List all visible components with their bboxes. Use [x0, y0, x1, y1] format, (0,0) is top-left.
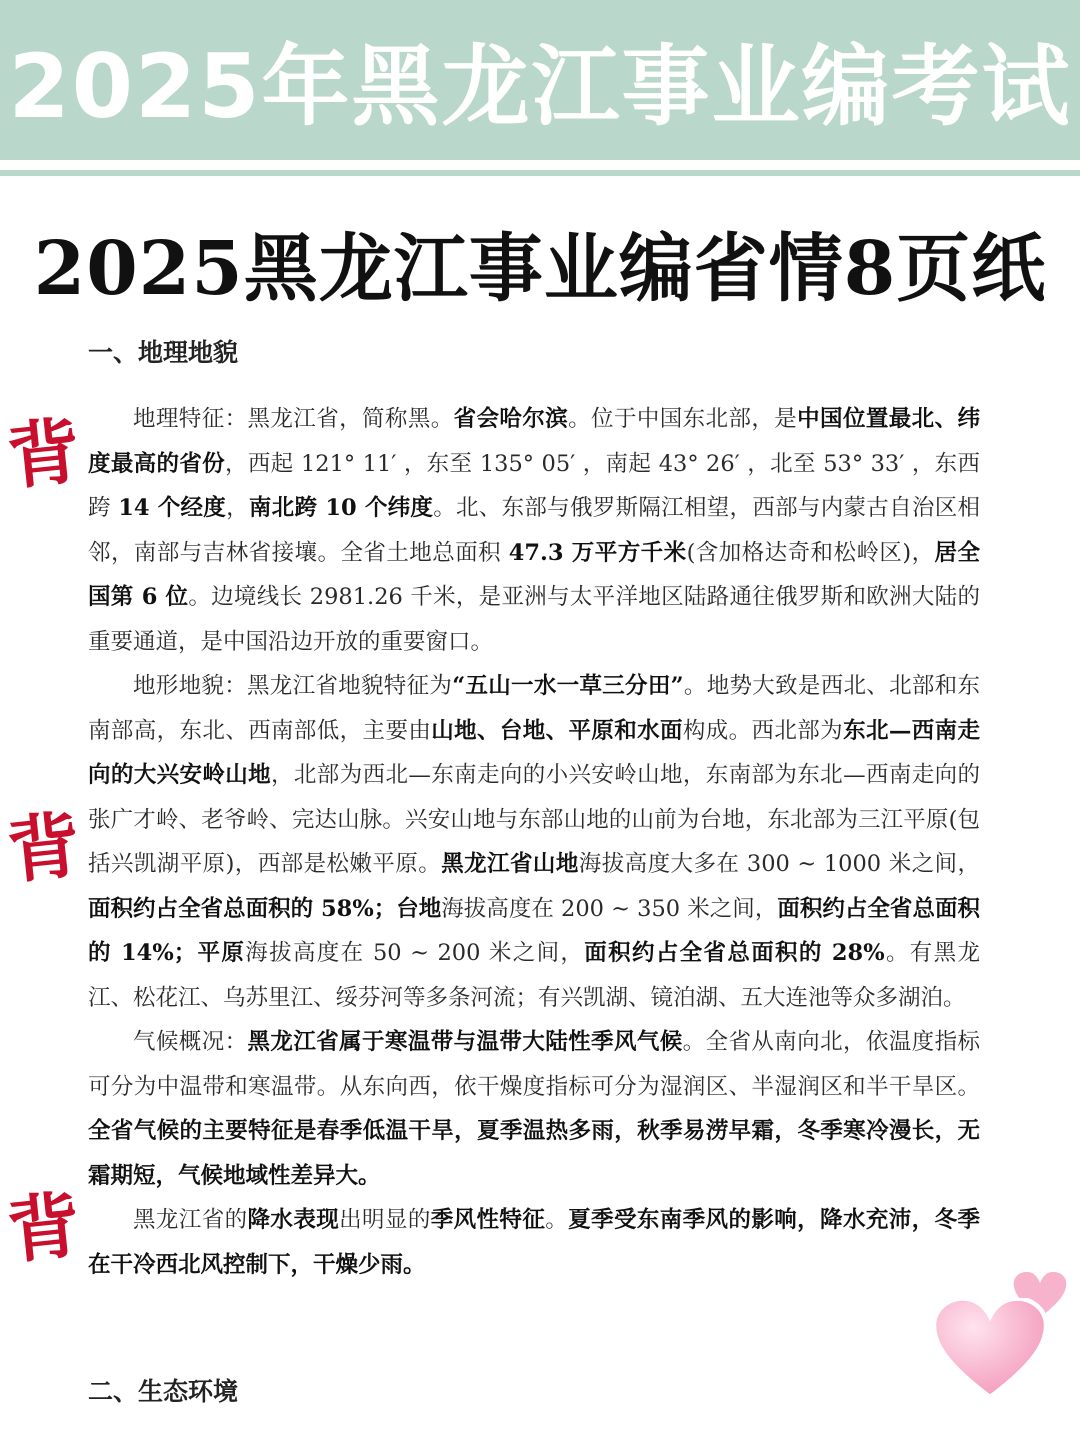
emphasis-text: 降水表现	[247, 1207, 340, 1233]
body-text: ，西起 121° 11′ ，东至 135° 05′ ，南起 43° 26′ ，北至 53° 33′ ，东西跨	[88, 450, 980, 521]
paragraph-terrain	[88, 664, 980, 1020]
emphasis-text: 季风性特征	[430, 1207, 546, 1233]
section-heading-geography: 一、地理地貌	[88, 338, 239, 367]
recite-stamp: 背	[3, 1182, 85, 1274]
body-text: 。北、东部与俄罗斯隔江相望，西部与内蒙古自治区相邻，南部与吉林省接壤。全省土地总面积	[88, 495, 980, 566]
emphasis-text: 居全国第 6 位	[88, 539, 980, 610]
body-text: 。地势大致是西北、北部和东南部高，东北、西南部低，主要由	[88, 673, 980, 744]
body-text: 海拔高度在 50 ~ 200 米之间，	[245, 940, 585, 966]
body-text: ，北部为西北—东南走向的小兴安岭山地，东南部为东北—西南走向的张广才岭、老爷岭、完达山脉。兴安山地与东部山地的山前为台地，东北部为三江平原(包括兴凯湖平原)，西部是松嫩平原。	[88, 762, 980, 877]
emphasis-text: 面积约占全省总面积的 58%；台地	[88, 895, 442, 922]
body-text: 出明显的	[339, 1207, 431, 1233]
body-text: 构成。西北部为	[682, 717, 844, 744]
body-text: 地理特征：黑龙江省，简称黑。	[133, 406, 454, 432]
heart-icon	[934, 1298, 1046, 1402]
emphasis-text: 东北—西南走向的大兴安岭山地	[88, 717, 980, 788]
emphasis-text: 黑龙江省山地	[441, 851, 579, 877]
body-text: 地形地貌：黑龙江省地貌特征为	[133, 673, 453, 699]
recite-stamp: 背	[3, 802, 85, 894]
emphasis-text: 14 个经度	[118, 495, 227, 521]
body-text: 。全省从南向北，依温度指标可分为中温带和寒温带。从东向西，依干燥度指标可分为湿润区、半湿润区和半干旱区。	[88, 1029, 980, 1100]
section-heading-ecology: 二、生态环境	[88, 1377, 239, 1406]
emphasis-text: 47.3 万平方千米	[508, 539, 687, 566]
banner-divider	[0, 170, 1080, 176]
body-text: 。边境线长 2981.26 千米，是亚洲与太平洋地区陆路通往俄罗斯和欧洲大陆的重要通道，是中国沿边开放的重要窗口。	[88, 584, 980, 655]
body-text: 。	[545, 1207, 569, 1233]
body-text: 海拔高度在 200 ~ 350 米之间，	[441, 895, 778, 922]
paragraph-climate	[88, 1020, 980, 1198]
recite-stamp: 背	[3, 408, 85, 500]
emphasis-text: 面积约占全省总面积的 14%；平原	[88, 895, 980, 966]
emphasis-text: 山地、台地、平原和水面	[431, 717, 683, 744]
emphasis-text: 夏季受东南季风的影响，降水充沛，冬季在干冷西北风控制下，干燥少雨。	[88, 1207, 980, 1278]
body-text: ，	[226, 495, 249, 521]
emphasis-text: 面积约占全省总面积的 28%	[584, 940, 885, 966]
body-text: 。有黑龙江、松花江、乌苏里江、绥芬河等多条河流；有兴凯湖、镜泊湖、五大连池等众多湖泊。	[88, 940, 980, 1011]
emphasis-text: 中国位置最北、纬度最高的省份	[88, 406, 980, 477]
body-text: 气候概况：	[133, 1029, 248, 1055]
header-banner	[0, 0, 1080, 160]
paragraph-precipitation	[88, 1198, 980, 1287]
banner-title: 2025年黑龙江事业编考试	[8, 35, 1072, 138]
body-text: (含加格达奇和松岭区)，	[686, 539, 935, 566]
emphasis-text: “五山一水一草三分田”	[452, 673, 684, 699]
document-title: 2025黑龙江事业编省情8页纸	[33, 226, 1047, 312]
body-text: 海拔高度大多在 300 ~ 1000 米之间，	[578, 851, 980, 877]
emphasis-text: 省会哈尔滨	[453, 406, 569, 432]
body-text: 。位于中国东北部，是	[568, 406, 798, 432]
document-body	[88, 397, 980, 1287]
emphasis-text: 全省气候的主要特征是春季低温干旱，夏季温热多雨，秋季易涝早霜，冬季寒冷漫长，无霜期短，气候地域性差异大。	[88, 1118, 980, 1189]
emphasis-text: 黑龙江省属于寒温带与温带大陆性季风气候	[247, 1029, 683, 1055]
body-text: 黑龙江省的	[133, 1207, 248, 1233]
paragraph-geographic-features	[88, 397, 980, 664]
emphasis-text: 南北跨 10 个纬度	[248, 495, 434, 521]
